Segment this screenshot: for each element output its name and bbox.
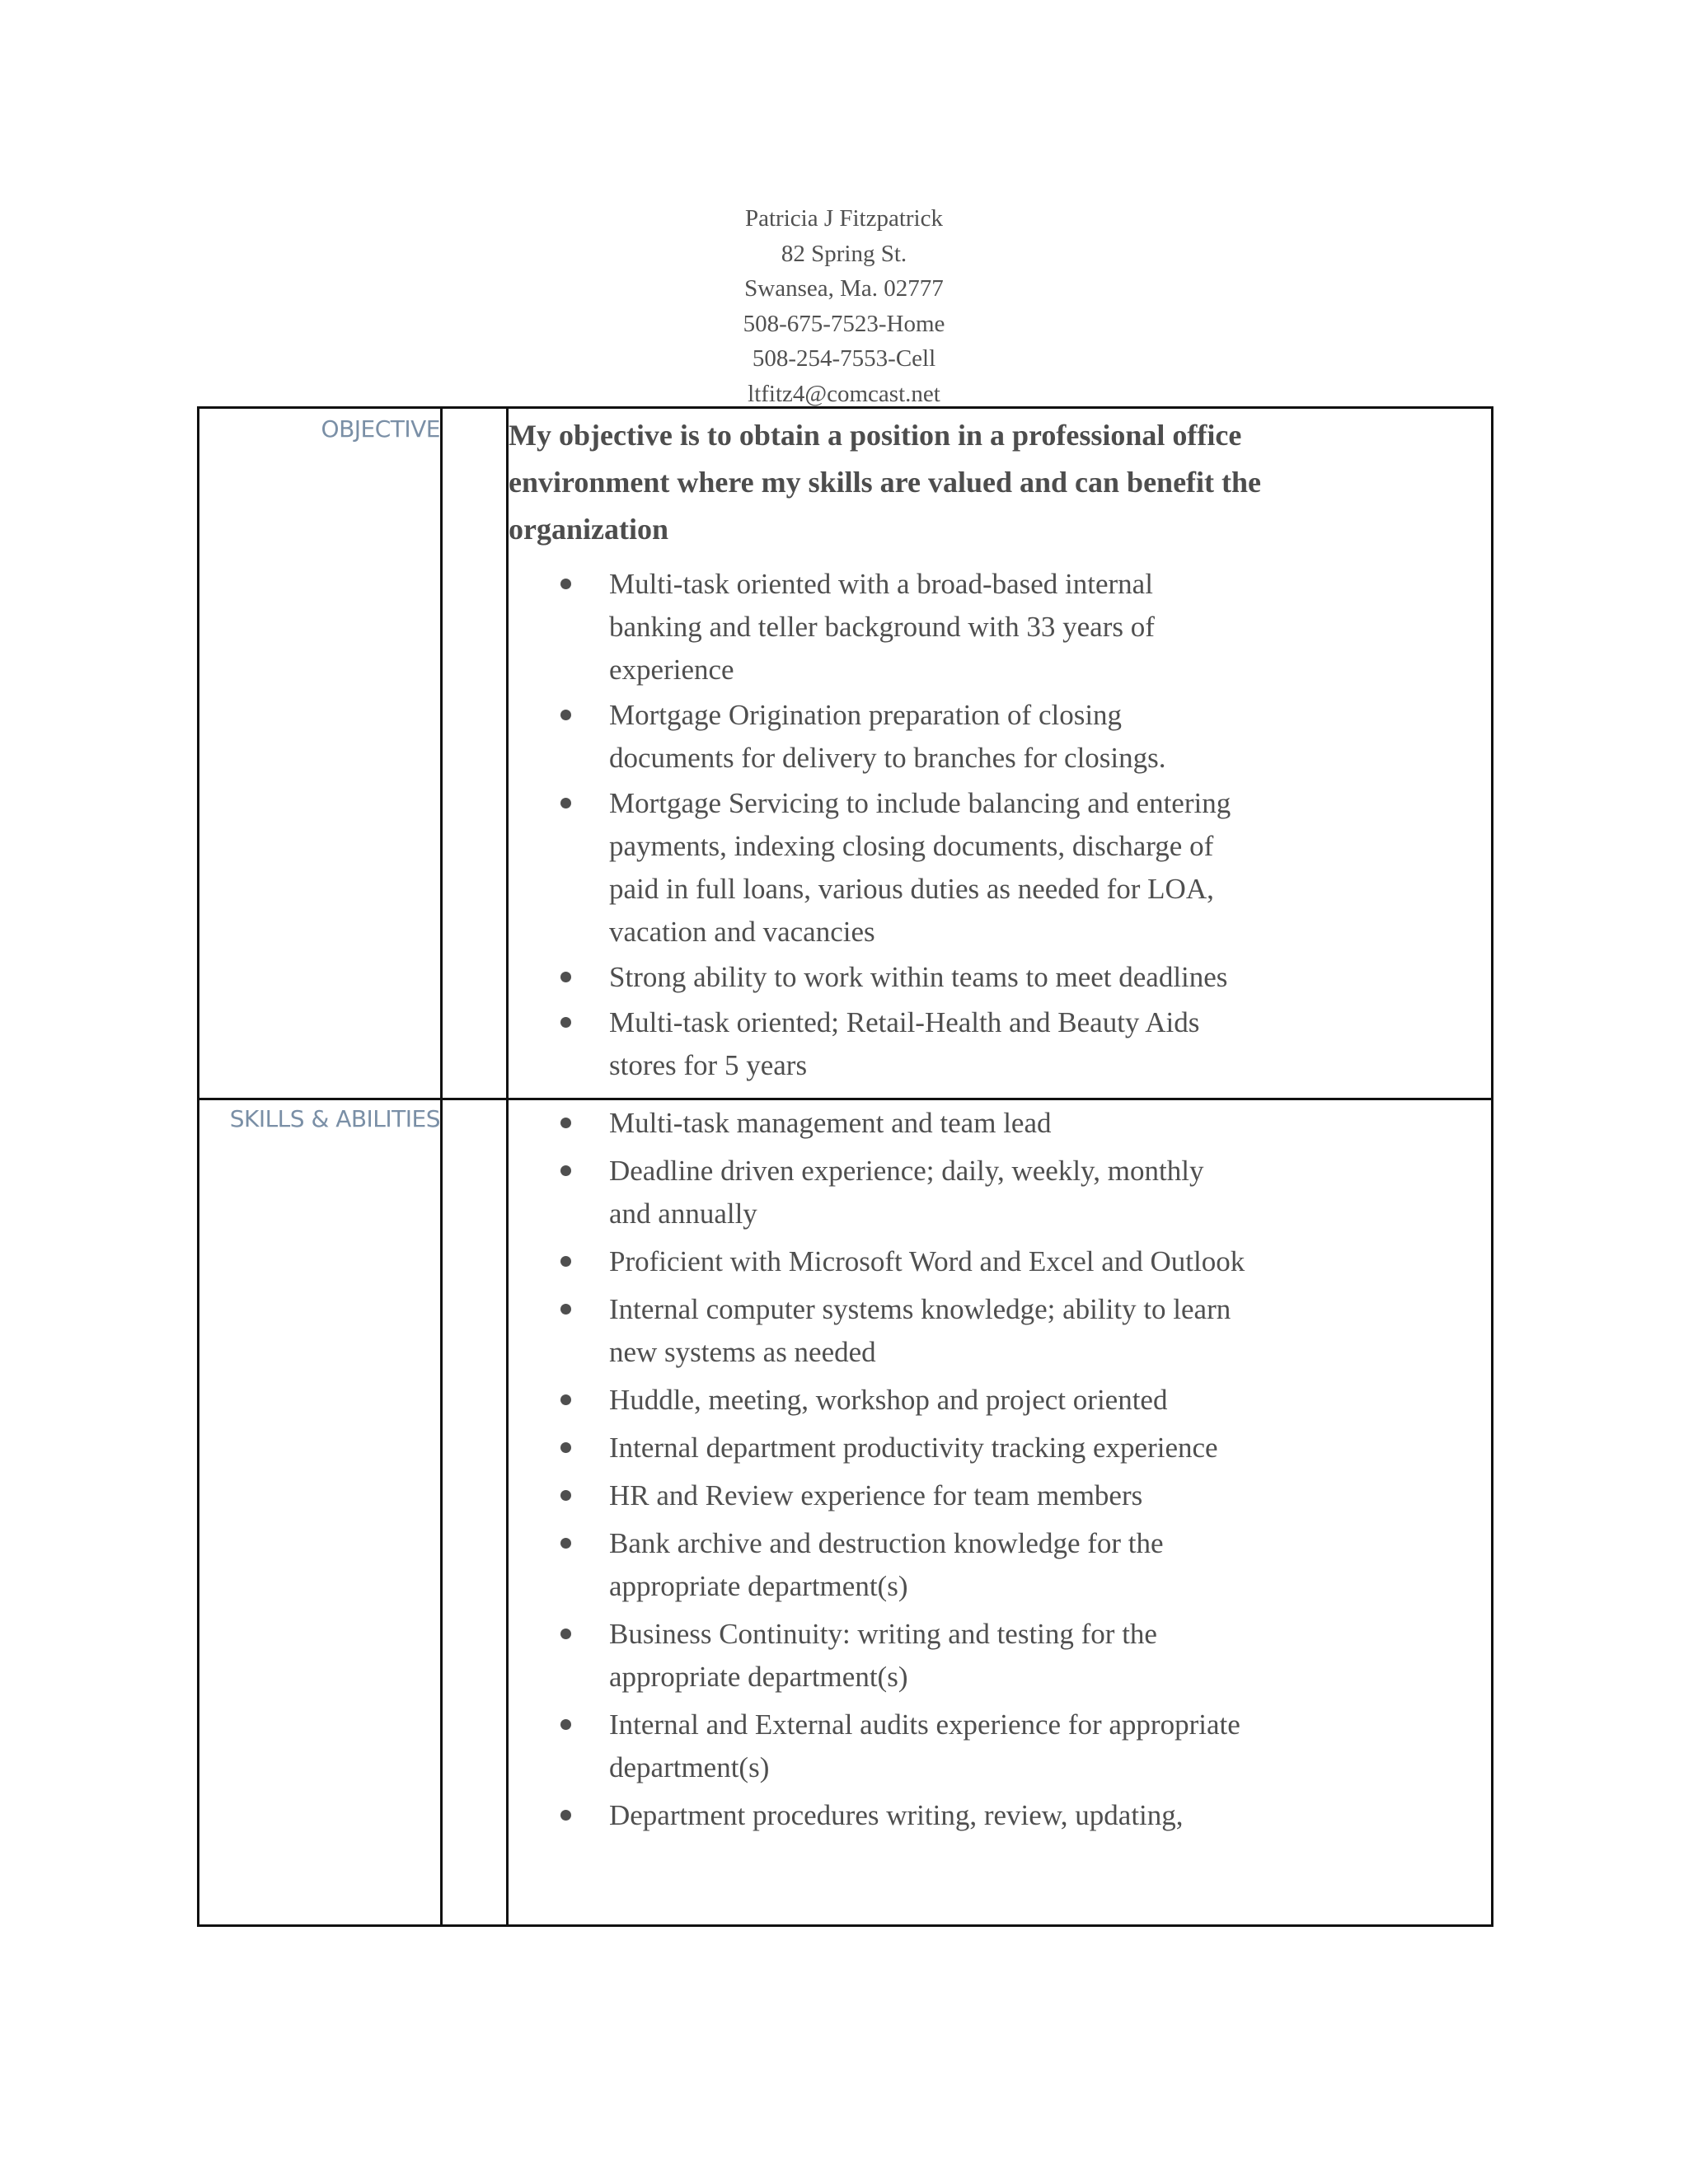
objective-spacer-cell xyxy=(442,408,508,1099)
list-item: Internal and External audits experience for appropriate department(s) xyxy=(509,1704,1252,1789)
objective-label: OBJECTIVE xyxy=(321,415,440,443)
skills-label: SKILLS & ABILITIES xyxy=(229,1105,440,1132)
skills-label-cell xyxy=(199,1099,442,1926)
bullet-icon xyxy=(560,1256,571,1267)
bullet-icon xyxy=(560,1304,571,1315)
bullet-icon xyxy=(560,798,571,808)
bullet-icon xyxy=(560,1719,571,1730)
objective-statement: My objective is to obtain a position in a professional office environment where my skills are valued and can benefit the organization xyxy=(509,419,1262,546)
objective-label-cell xyxy=(199,408,442,1099)
skills-content-cell xyxy=(508,1099,1493,1926)
skills-bullet-list xyxy=(509,1102,1491,1837)
resume-table xyxy=(197,406,1493,1927)
contact-city: Swansea, Ma. 02777 xyxy=(744,275,944,302)
list-item: Proficient with Microsoft Word and Excel and Outlook xyxy=(509,1240,1252,1283)
bullet-icon xyxy=(560,1165,571,1176)
list-item: Bank archive and destruction knowledge for the appropriate department(s) xyxy=(509,1522,1252,1608)
bullet-icon xyxy=(560,1394,571,1405)
list-item: Internal computer systems knowledge; ability to learn new systems as needed xyxy=(509,1288,1252,1374)
list-item: Multi-task oriented with a broad-based internal banking and teller background with 33 years of experience xyxy=(509,563,1252,691)
bullet-icon xyxy=(560,1118,571,1128)
list-item: Business Continuity: writing and testing for the appropriate department(s) xyxy=(509,1613,1252,1699)
list-item: Strong ability to work within teams to meet deadlines xyxy=(509,956,1252,999)
contact-home-phone: 508-675-7523-Home xyxy=(743,310,945,337)
list-item: Mortgage Origination preparation of closing documents for delivery to branches for closings. xyxy=(509,694,1252,780)
skills-spacer-cell xyxy=(442,1099,508,1926)
bullet-icon xyxy=(560,1538,571,1549)
list-item: Internal department productivity tracking experience xyxy=(509,1427,1252,1469)
list-item: Deadline driven experience; daily, weekly, monthly and annually xyxy=(509,1150,1252,1235)
bullet-icon xyxy=(560,1629,571,1639)
bullet-icon xyxy=(560,972,571,982)
list-item: Multi-task management and team lead xyxy=(509,1102,1252,1145)
list-item: Huddle, meeting, workshop and project oriented xyxy=(509,1379,1252,1422)
bullet-icon xyxy=(560,1442,571,1453)
bullet-icon xyxy=(560,710,571,720)
list-item: Multi-task oriented; Retail-Health and Beauty Aids stores for 5 years xyxy=(509,1001,1252,1087)
list-item: HR and Review experience for team members xyxy=(509,1474,1252,1517)
bullet-icon xyxy=(560,1810,571,1821)
contact-street: 82 Spring St. xyxy=(781,240,907,267)
list-item: Department procedures writing, review, updating, xyxy=(509,1794,1252,1837)
list-item: Mortgage Servicing to include balancing and entering payments, indexing closing documents, discharge of paid in full loans, various duties as needed for LOA, vacation and vacancies xyxy=(509,782,1252,954)
contact-email: ltfitz4@comcast.net xyxy=(748,380,940,407)
contact-cell-phone: 508-254-7553-Cell xyxy=(752,345,936,372)
bullet-icon xyxy=(560,1017,571,1028)
contact-name: Patricia J Fitzpatrick xyxy=(745,205,943,232)
objective-row xyxy=(199,408,1493,1099)
objective-content-cell xyxy=(508,408,1493,1099)
contact-header xyxy=(0,201,1688,411)
bullet-icon xyxy=(560,579,571,589)
skills-row xyxy=(199,1099,1493,1926)
objective-bullet-list xyxy=(509,563,1491,1098)
bullet-icon xyxy=(560,1490,571,1501)
